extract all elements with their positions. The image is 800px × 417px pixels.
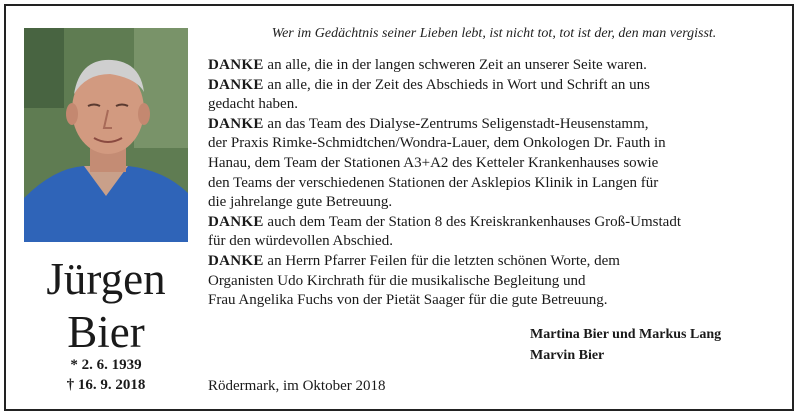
thanks-line [208,232,778,252]
thanks-line-text: für den würdevollen Abschied. [208,233,393,250]
memorial-motto: Wer im Gedächtnis seiner Lieben lebt, ist nicht tot, tot ist der, den man vergisst. [271,26,717,41]
thanks-line [208,193,778,213]
thanks-line [208,76,778,96]
thanks-line-text: die jahrelange gute Betreuung. [208,194,393,211]
thanks-line [208,56,778,76]
thanks-line [208,174,778,194]
thanks-line-text: Frau Angelika Fuchs von der Pietät Saager für die gute Betreuung. [208,292,608,309]
thanks-line [208,95,778,115]
death-date: † 16. 9. 2018 [66,377,146,393]
portrait-photo [24,28,188,242]
thanks-line-text: der Praxis Rimke-Schmidtchen/Wondra-Lauer, dem Onkologen Dr. Fauth in [208,135,666,152]
thanks-line [208,154,778,174]
danke-word: DANKE [208,213,264,230]
thanks-line-text: Hanau, dem Team der Stationen A3+A2 des Ketteler Krankenhauses sowie [208,154,659,171]
signature-grandson: Marvin Bier [530,348,605,363]
thanks-line-text: an alle, die in der langen schweren Zeit an unserer Seite waren. [263,57,647,73]
thanks-line-text: gedacht haben. [208,96,298,113]
thanks-text [208,56,778,311]
thanks-line [208,134,778,154]
thanks-line [208,115,778,135]
thanks-line-text: den Teams der verschiedenen Stationen der Asklepios Klinik in Langen für [208,174,659,191]
first-name: Jürgen [46,254,166,304]
thanks-line-text: an das Team des Dialyse-Zentrums Seligenstadt-Heusenstamm, [263,115,649,132]
place-and-date: Rödermark, im Oktober 2018 [208,378,386,394]
birth-date: * 2. 6. 1939 [70,357,142,373]
last-name: Bier [67,307,145,357]
signature-family: Martina Bier und Markus Lang [530,327,722,342]
danke-word: DANKE [208,252,264,269]
thanks-line-text: auch dem Team der Station 8 des Kreiskrankenhauses Groß-Umstadt [263,213,681,230]
danke-word: DANKE [208,115,264,132]
thanks-line [208,272,778,292]
thanks-line-text: an Herrn Pfarrer Feilen für die letzten schönen Worte, dem [263,252,620,269]
thanks-line-text: Organisten Udo Kirchrath für die musikalische Begleitung und [208,272,586,289]
danke-word: DANKE [208,76,264,93]
thanks-line [208,291,778,311]
thanks-line-text: an alle, die in der Zeit des Abschieds in Wort und Schrift an uns [263,76,651,93]
thanks-line [208,252,778,272]
danke-word: DANKE [208,57,264,73]
thanks-line [208,213,778,233]
